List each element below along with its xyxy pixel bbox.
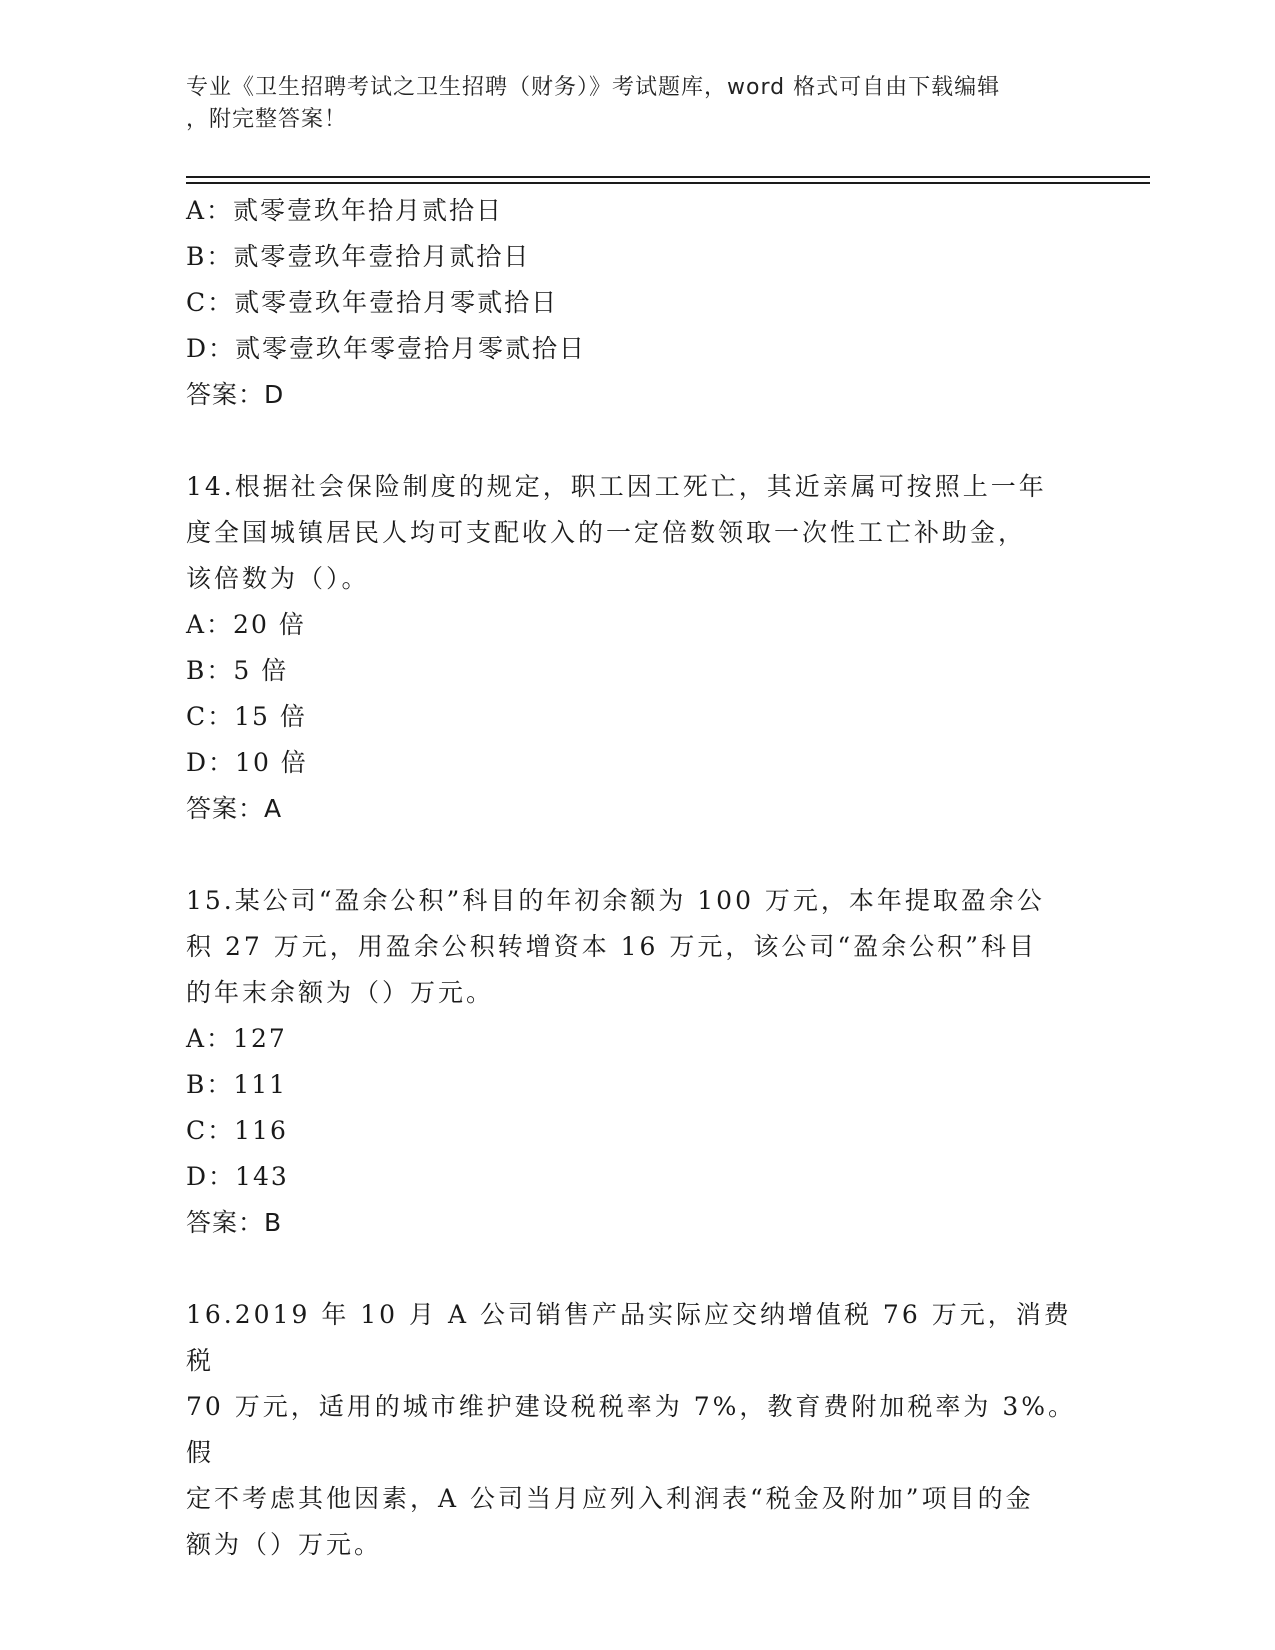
question-stem-line: 15.某公司“盈余公积”科目的年初余额为 100 万元，本年提取盈余公	[186, 886, 1045, 915]
question-stem-line: 度全国城镇居民人均可支配收入的一定倍数领取一次性工亡补助金，	[186, 518, 1027, 547]
question-stem-line: 额为（）万元。	[186, 1530, 383, 1559]
question-stem-line: 该倍数为（）。	[186, 564, 370, 593]
question-13	[186, 188, 1086, 418]
header-line-1: 专业《卫生招聘考试之卫生招聘（财务）》考试题库，word 格式可自由下载编辑	[186, 75, 1001, 100]
answer: 答案：D	[186, 380, 285, 409]
question-15	[186, 878, 1086, 1246]
option-a: A：贰零壹玖年拾月贰拾日	[186, 196, 504, 225]
answer: 答案：A	[186, 794, 283, 823]
option-b: B：5 倍	[186, 656, 289, 685]
question-list	[186, 188, 1086, 1568]
spacer	[186, 1246, 1086, 1292]
option-b: B：111	[186, 1070, 288, 1099]
header-divider-top	[186, 176, 1150, 178]
spacer	[186, 832, 1086, 878]
header-line-2: ，附完整答案！	[186, 107, 348, 132]
question-stem-line: 的年末余额为（）万元。	[186, 978, 495, 1007]
header-divider-bottom	[186, 182, 1150, 184]
option-a: A：20 倍	[186, 610, 306, 639]
question-stem-line: 定不考虑其他因素，A 公司当月应列入利润表“税金及附加”项目的金	[186, 1484, 1034, 1513]
option-c: C：15 倍	[186, 702, 307, 731]
question-stem-line: 70 万元，适用的城市维护建设税税率为 7%，教育费附加税率为 3%。假	[186, 1392, 1076, 1467]
question-14	[186, 464, 1086, 832]
question-stem-line: 16.2019 年 10 月 A 公司销售产品实际应交纳增值税 76 万元，消费税	[186, 1300, 1072, 1375]
question-stem-line: 14.根据社会保险制度的规定，职工因工死亡，其近亲属可按照上一年	[186, 472, 1047, 501]
option-d: D：10 倍	[186, 748, 308, 777]
option-c: C：贰零壹玖年壹拾月零贰拾日	[186, 288, 559, 317]
document-header	[186, 72, 1066, 136]
question-stem-line: 积 27 万元，用盈余公积转增资本 16 万元，该公司“盈余公积”科目	[186, 932, 1037, 961]
question-16	[186, 1292, 1086, 1568]
option-a: A：127	[186, 1024, 287, 1053]
option-c: C：116	[186, 1116, 288, 1145]
option-d: D：143	[186, 1162, 289, 1191]
spacer	[186, 418, 1086, 464]
answer: 答案：B	[186, 1208, 283, 1237]
option-d: D：贰零壹玖年零壹拾月零贰拾日	[186, 334, 587, 363]
option-b: B：贰零壹玖年壹拾月贰拾日	[186, 242, 531, 271]
